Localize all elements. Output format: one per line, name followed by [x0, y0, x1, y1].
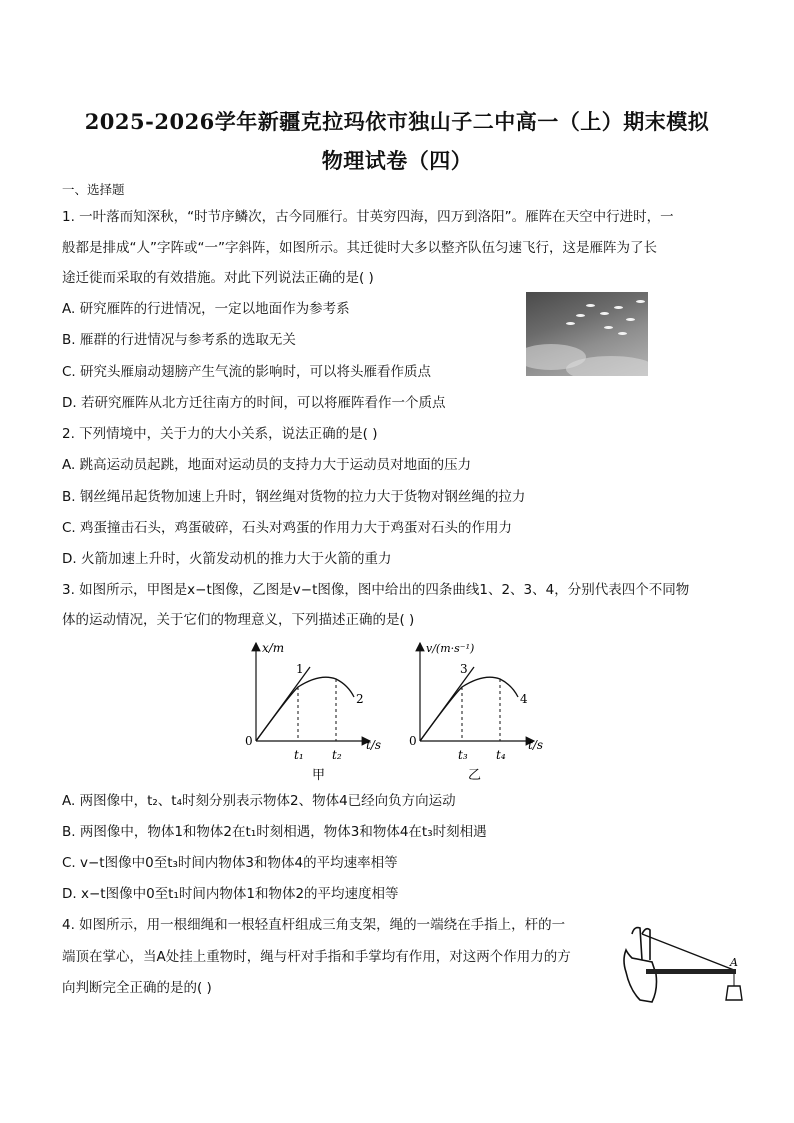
q3-option-d: D. x−t图像中0至t₁时间内物体1和物体2的平均速度相等 — [62, 886, 399, 902]
q2-stem: 2. 下列情境中，关于力的大小关系，说法正确的是( ) — [62, 426, 378, 442]
graph-xt-curve-1-label: 1 — [296, 662, 304, 676]
q2-option-c: C. 鸡蛋撞击石头，鸡蛋破碎，石头对鸡蛋的作用力大于鸡蛋对石头的作用力 — [62, 520, 513, 536]
q2-option-a: A. 跳高运动员起跳，地面对运动员的支持力大于运动员对地面的压力 — [62, 457, 472, 473]
q1-stem-line3: 途迁徙而采取的有效措施。对此下列说法正确的是( ) — [62, 270, 374, 286]
graph-vt-xlabel: t/s — [528, 738, 544, 752]
graph-xt-origin: 0 — [245, 734, 253, 748]
q4-stem-line3: 向判断完全正确的是的( ) — [62, 980, 212, 996]
geese-photo — [526, 292, 648, 376]
graph-vt-origin: 0 — [409, 734, 417, 748]
q2-option-b: B. 钢丝绳吊起货物加速上升时，钢丝绳对货物的拉力大于货物对钢丝绳的拉力 — [62, 489, 526, 505]
weight — [726, 986, 742, 1000]
graph-vt-ylabel: v/(m·s⁻¹) — [426, 642, 475, 655]
graph-xt-xlabel: t/s — [366, 738, 382, 752]
q2-option-d: D. 火箭加速上升时，火箭发动机的推力大于火箭的重力 — [62, 551, 392, 567]
graph-xt-tick-t2: t₂ — [332, 748, 342, 762]
point-a-label: A — [730, 956, 738, 969]
graph-vt — [409, 642, 543, 783]
rod — [646, 969, 736, 974]
q1-option-a: A. 研究雁阵的行进情况，一定以地面作为参考系 — [62, 301, 350, 317]
q1-option-b: B. 雁群的行进情况与参考系的选取无关 — [62, 332, 296, 348]
hand-drawing — [624, 928, 657, 1002]
graph-xt-tick-t1: t₁ — [294, 748, 304, 762]
exam-title-line1: 2025-2026学年新疆克拉玛依市独山子二中高一（上）期末模拟 — [84, 109, 710, 134]
q1-stem-line1: 1. 一叶落而知深秋，“时节序鳞次，古今同雁行。甘英穷四海，四万到洛阳”。雁阵在天空中行进时，一 — [62, 209, 674, 225]
q1-stem-line2: 般都是排成“人”字阵或“一”字斜阵，如图所示。其迁徙时大多以整齐队伍匀速飞行，这是雁阵为了长 — [62, 240, 657, 256]
q1-option-c: C. 研究头雁扇动翅膀产生气流的影响时，可以将头雁看作质点 — [62, 364, 432, 380]
graph-vt-caption: 乙 — [468, 768, 482, 783]
graph-vt-curve-4-label: 4 — [520, 692, 528, 706]
rope — [642, 934, 734, 970]
q4-stem-line2: 端顶在掌心，当A处挂上重物时，绳与杆对手指和手掌均有作用，对这两个作用力的方 — [62, 949, 571, 965]
graph-xt — [245, 641, 381, 783]
motion-graphs — [230, 635, 570, 785]
graph-xt-caption: 甲 — [312, 768, 326, 783]
graph-xt-curve-2-label: 2 — [356, 692, 364, 706]
hand-support-figure — [618, 920, 748, 1008]
section-heading: 一、选择题 — [62, 182, 125, 197]
graph-vt-curve-4 — [420, 677, 518, 741]
q3-stem-line1: 3. 如图所示，甲图是x−t图像，乙图是v−t图像，图中给出的四条曲线1、2、3、4，分别代表四个不同物 — [62, 582, 690, 598]
graph-xt-curve-2 — [256, 677, 354, 741]
graph-vt-tick-t4: t₄ — [496, 748, 506, 762]
q3-option-a: A. 两图像中，t₂、t₄时刻分别表示物体2、物体4已经向负方向运动 — [62, 793, 456, 809]
graph-vt-tick-t3: t₃ — [458, 748, 468, 762]
q3-stem-line2: 体的运动情况，关于它们的物理意义，下列描述正确的是( ) — [62, 612, 415, 628]
q3-option-c: C. v−t图像中0至t₃时间内物体3和物体4的平均速率相等 — [62, 855, 398, 871]
graph-vt-curve-3-label: 3 — [460, 662, 468, 676]
q4-stem-line1: 4. 如图所示，用一根细绳和一根轻直杆组成三角支架，绳的一端绕在手指上，杆的一 — [62, 917, 566, 933]
graph-xt-ylabel: x/m — [262, 641, 285, 655]
exam-title-line2: 物理试卷（四） — [321, 148, 473, 173]
q1-option-d: D. 若研究雁阵从北方迁往南方的时间，可以将雁阵看作一个质点 — [62, 395, 446, 411]
q3-option-b: B. 两图像中，物体1和物体2在t₁时刻相遇，物体3和物体4在t₃时刻相遇 — [62, 824, 487, 840]
